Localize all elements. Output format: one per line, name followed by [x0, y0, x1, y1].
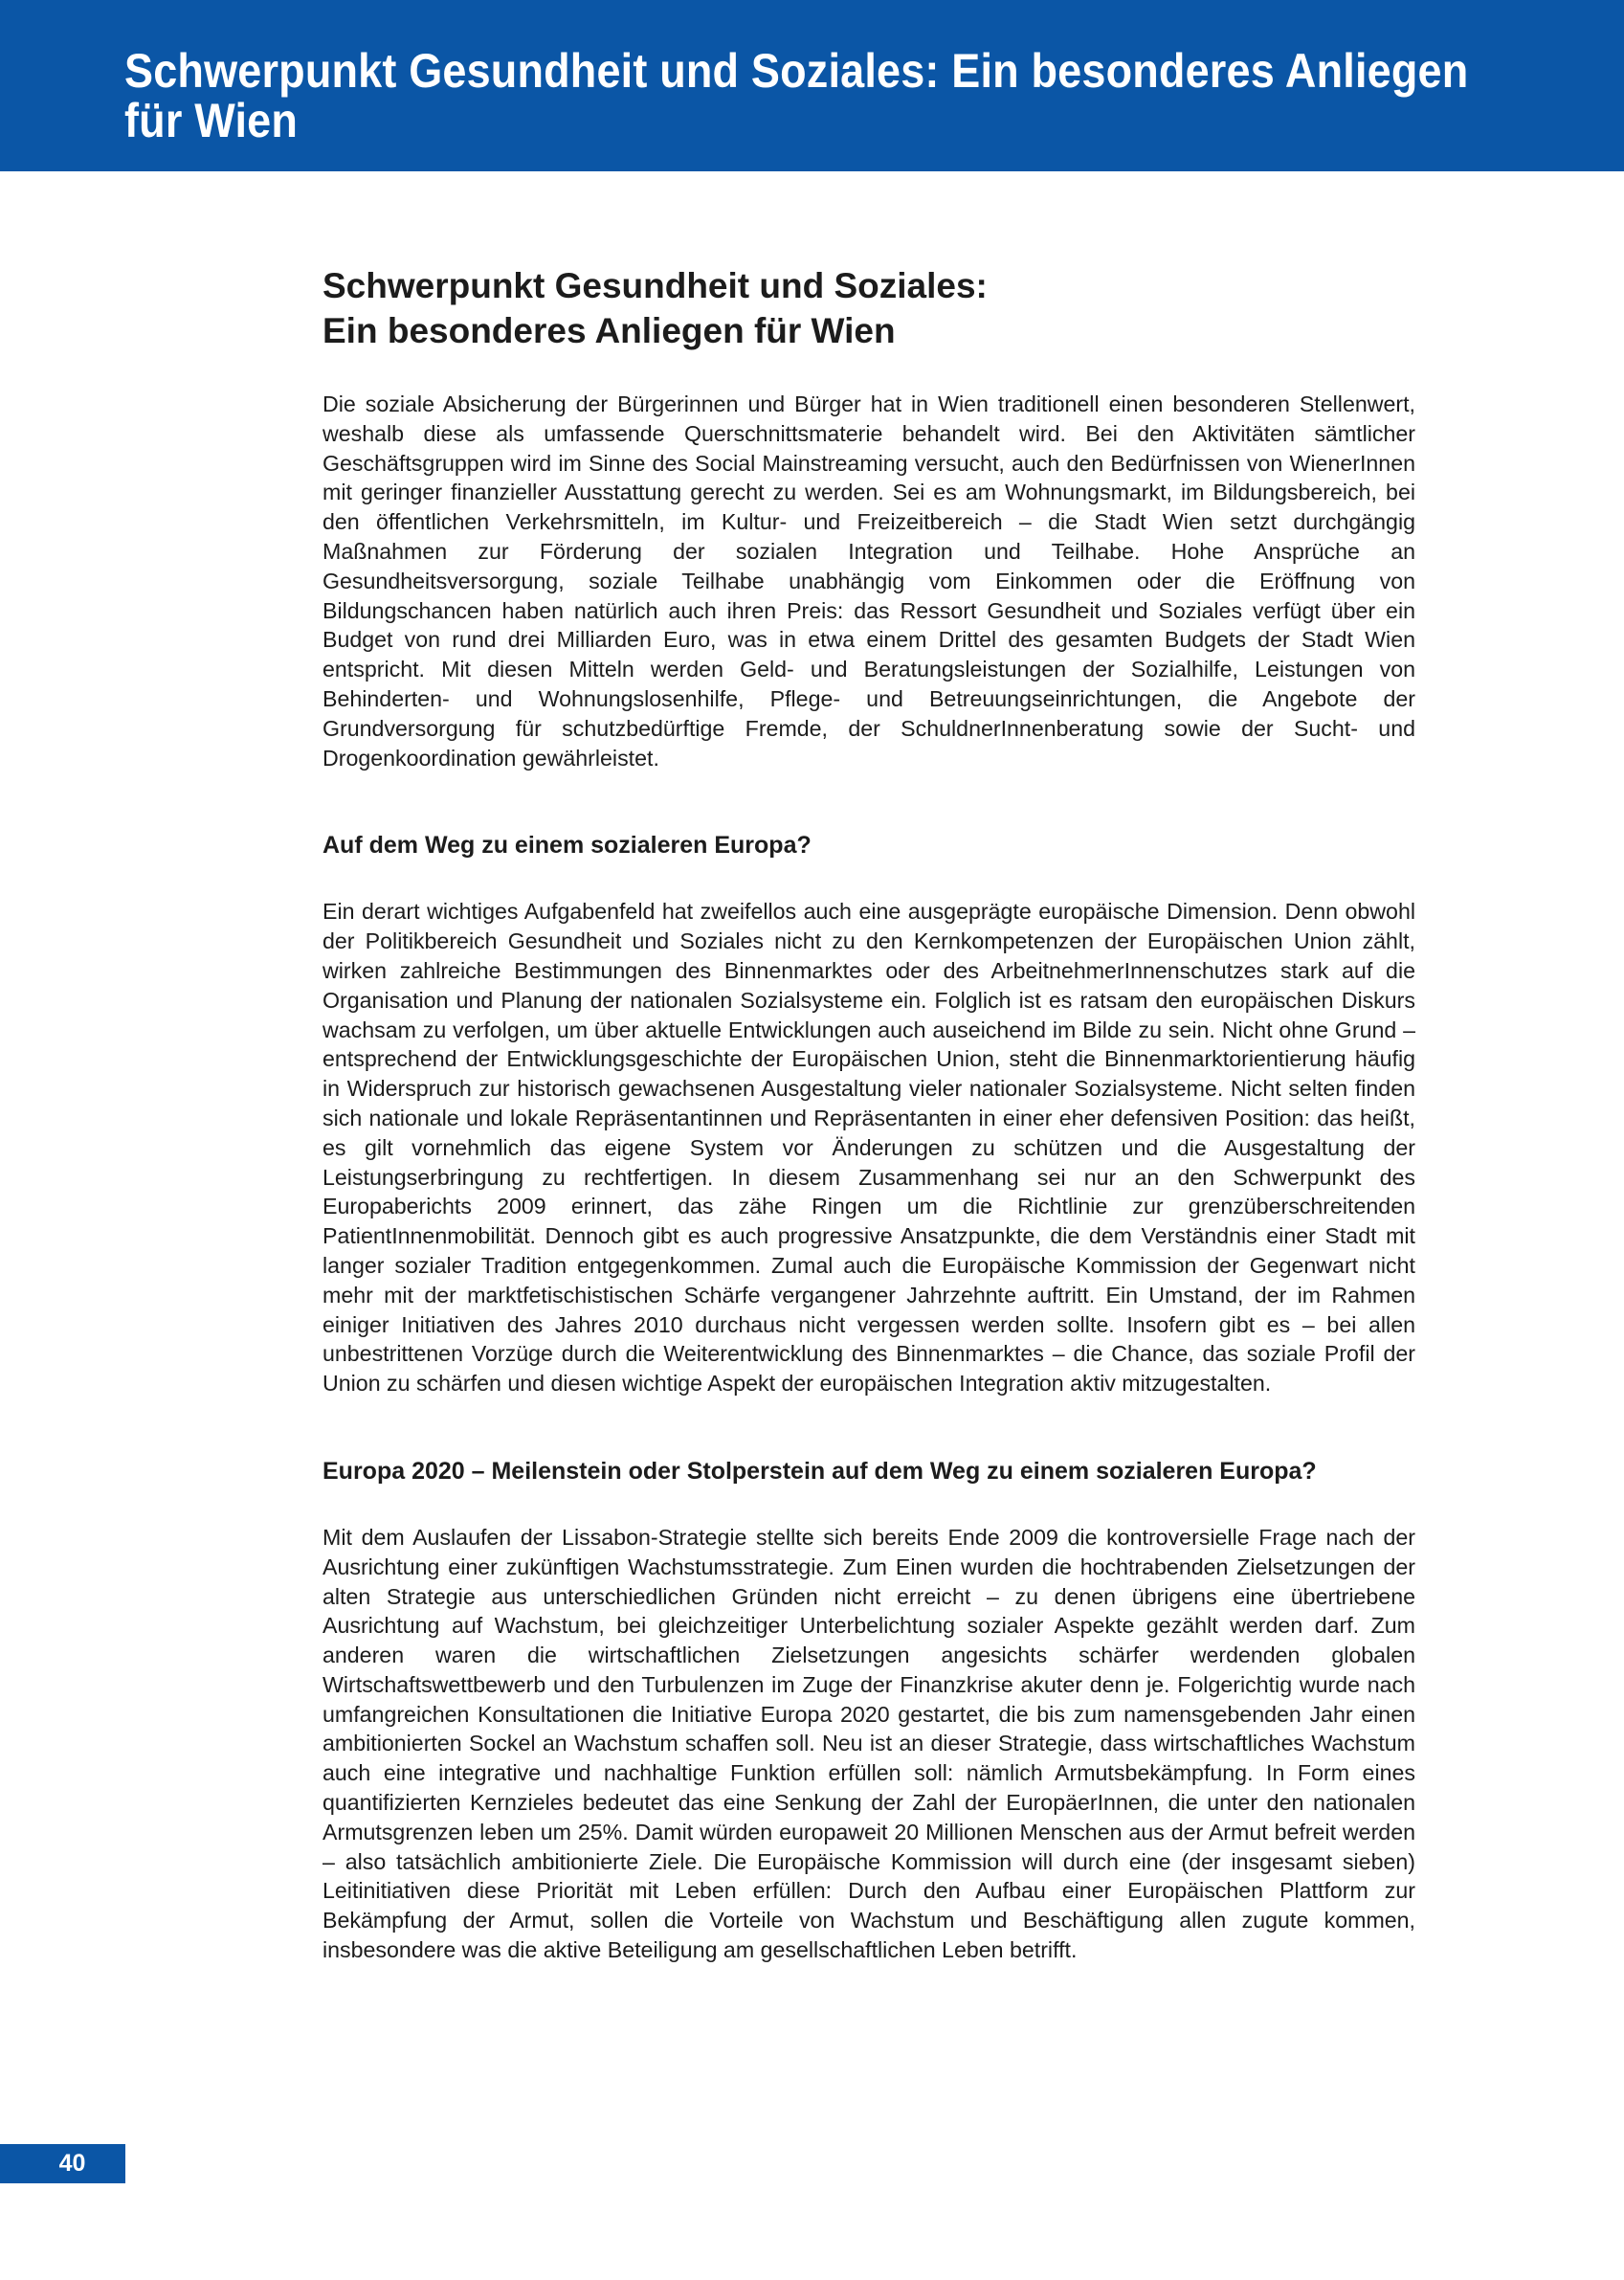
page-number: 40 — [0, 2144, 125, 2183]
document-body — [323, 263, 1415, 1965]
section-heading-europa-2020: Europa 2020 – Meilenstein oder Stolperstein auf dem Weg zu einem sozialeren Europa? — [323, 1457, 1317, 1485]
intro-paragraph: Die soziale Absicherung der Bürgerinnen und Bürger hat in Wien traditionell einen besonderen Stellenwert, weshalb diese als umfassende Querschnittsmaterie behandelt wird. Bei den Aktivitäten sämtlicher Geschäftsgruppen wird im Sinne des Social Mainstreaming versucht, auch den Bedürfnissen von WienerInnen mit geringer finanzieller Ausstattung gerecht zu werden. Sei es am Wohnungsmarkt, im Bildungsbereich, bei den öffentlichen Verkehrsmitteln, im Kultur- und Freizeitbereich – die Stadt Wien setzt durchgängig Maßnahmen zur Förderung der sozialen Integration und Teilhabe. Hohe Ansprüche an Gesundheitsversorgung, soziale Teilhabe unabhängig vom Einkommen oder die Eröffnung von Bildungschancen haben natürlich auch ihren Preis: das Ressort Gesundheit und Soziales verfügt über ein Budget von rund drei Milliarden Euro, was in etwa einem Drittel des gesamten Budgets der Stadt Wien entspricht. Mit diesen Mitteln werden Geld- und Beratungsleistungen der Sozialhilfe, Leistungen von Behinderten- und Wohnungslosenhilfe, Pflege- und Betreuungseinrichtungen, die Angebote der Grundversorgung für schutzbedürftige Fremde, der SchuldnerInnenberatung sowie der Sucht- und Drogenkoordination gewährleistet. — [323, 391, 1415, 771]
page-title-line2: Ein besonderes Anliegen für Wien — [323, 311, 896, 350]
banner-title: Schwerpunkt Gesundheit und Soziales: Ein besonderes Anliegen für Wien — [124, 44, 1469, 147]
section-paragraph-europa-2020: Mit dem Auslaufen der Lissabon-Strategie stellte sich bereits Ende 2009 die kontroversielle Frage nach der Ausrichtung einer zukünftigen Wachstumsstrategie. Zum Einen wurden die hochtrabenden Zielsetzungen der alten Strategie aus unterschiedlichen Gründen nicht erreicht – zu denen übrigens eine übertriebene Ausrichtung auf Wachstum, bei gleichzeitiger Unterbelichtung sozialer Aspekte gezählt werden darf. Zum anderen waren die wirtschaftlichen Zielsetzungen angesichts schärfer werdenden globalen Wirtschaftswettbewerb und den Turbulenzen im Zuge der Finanzkrise akuter denn je. Folgerichtig wurde nach umfangreichen Konsultationen die Initiative Europa 2020 gestartet, die bis zum namensgebenden Jahr einen ambitionierten Sockel an Wachstum schaffen soll. Neu ist an dieser Strategie, dass wirtschaftliches Wachstum auch eine integrative und nachhaltige Funktion erfüllen soll: nämlich Armutsbekämpfung. In Form eines quantifizierten Kernzieles bedeutet das eine Senkung der Zahl der EuropäerInnen, die unter den nationalen Armutsgrenzen leben um 25%. Damit würden europaweit 20 Millionen Menschen aus der Armut befreit werden – also tatsächlich ambitionierte Ziele. Die Europäische Kommission will durch eine (der insgesamt sieben) Leitinitiativen diese Priorität mit Leben erfüllen: Durch den Aufbau einer Europäischen Plattform zur Bekämpfung der Armut, sollen die Vorteile von Wachstum und Beschäftigung allen zugute kommen, insbesondere was die aktive Beteiligung am gesellschaftlichen Leben betrifft. — [323, 1524, 1415, 1963]
page-title — [323, 263, 1415, 353]
section-paragraph-social-europe: Ein derart wichtiges Aufgabenfeld hat zweifellos auch eine ausgeprägte europäische Dimension. Denn obwohl der Politikbereich Gesundheit und Soziales nicht zu den Kernkompetenzen der Europäischen Union zählt, wirken zahlreiche Bestimmungen des Binnenmarktes oder des ArbeitnehmerInnenschutzes stark auf die Organisation und Planung der nationalen Sozialsysteme ein. Folglich ist es ratsam den europäischen Diskurs wachsam zu verfolgen, um über aktuelle Entwicklungen auch auseichend im Bilde zu sein. Nicht ohne Grund – entsprechend der Entwicklungsgeschichte der Europäischen Union, steht die Binnenmarktorientierung häufig in Widerspruch zur historisch gewachsenen Ausgestaltung vieler nationaler Sozialsysteme. Nicht selten finden sich nationale und lokale Repräsentantinnen und Repräsentanten in einer eher defensiven Position: das heißt, es gilt vornehmlich das eigene System vor Änderungen zu schützen und die Ausgestaltung der Leistungserbringung zu rechtfertigen. In diesem Zusammenhang sei nur an den Schwerpunkt des Europaberichts 2009 erinnert, das zähe Ringen um die Richtlinie zur grenzüberschreitenden PatientInnenmobilität. Dennoch gibt es auch progressive Ansatzpunkte, die dem Verständnis einer Stadt mit langer sozialer Tradition entgegenkommen. Zumal auch die Europäische Kommission der Gegenwart nicht mehr mit der marktfetischistischen Schärfe vergangener Jahrzehnte auftritt. Ein Umstand, der im Rahmen einiger Initiativen des Jahres 2010 durchaus nicht vergessen werden sollte. Insofern gibt es – bei allen unbestrittenen Vorzüge durch die Weiterentwicklung des Binnenmarktes – die Chance, das soziale Profil der Union zu schärfen und diesen wichtige Aspekt der europäischen Integration aktiv mitzugestalten. — [323, 899, 1415, 1397]
header-banner — [0, 0, 1624, 171]
page-title-line1: Schwerpunkt Gesundheit und Soziales: — [323, 266, 988, 305]
section-heading-social-europe: Auf dem Weg zu einem sozialeren Europa? — [323, 832, 812, 860]
